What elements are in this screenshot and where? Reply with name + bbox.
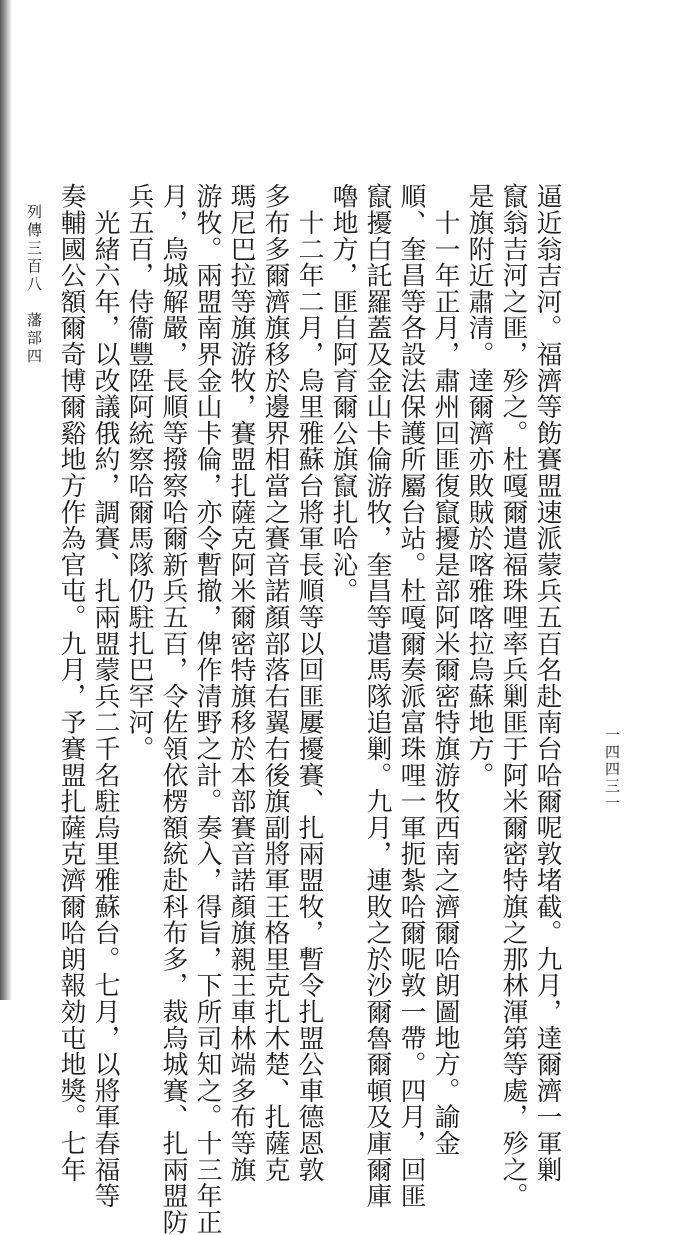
text-column-1: 逼近翁吉河。福濟等飭賽盟速派蒙兵五百名赴南台哈爾呢敦堵截。九月，達爾濟一軍剿	[532, 183, 562, 1183]
text-column-4: 十一年正月，肅州回匪復竄擾是部阿米爾密特旗游牧西南之濟爾哈朗圖地方。諭金	[430, 183, 460, 1157]
text-column-10: 瑪尼巴拉等旗游牧，賽盟扎薩克阿米爾密特旗移於本部賽音諾顏旗親王車林端多布等旗	[226, 183, 256, 1183]
page-number: 一四四三一	[603, 727, 621, 812]
text-column-2: 竄翁吉河之匪，殄之。杜嘎爾遣福珠哩率兵剿匪于阿米爾密特旗之那林渾第等處，殄之。	[498, 183, 528, 1209]
text-column-12: 月，烏城解嚴，長順等撥察哈爾新兵五百，令佐領依楞額統赴科布多，裁烏城賽、扎兩盟防	[158, 183, 188, 1235]
text-column-7: 嚕地方，匪自阿育爾公旗竄扎哈沁。	[328, 183, 358, 604]
running-header: 列傳三百八 藩部四	[25, 204, 43, 366]
text-column-15: 奏輔國公額爾奇博爾谿地方作為官屯。九月，予賽盟扎薩克濟爾哈朗報効屯地獎。七年	[56, 183, 86, 1183]
text-column-6: 竄擾白託羅蓋及金山卡倫游牧，奎昌等遣馬隊追剿。九月，連敗之於沙爾魯爾頓及庫爾庫	[362, 183, 392, 1209]
text-column-9: 多布多爾濟旗移於邊界相當之賽音諾顏部落右翼右後旗副將軍王格里克扎木楚、扎薩克	[260, 183, 290, 1183]
page-binding-shadow	[0, 0, 12, 1000]
text-column-3: 是旗附近肅清。達爾濟亦敗賊於喀雅喀拉烏蘇地方。	[464, 183, 494, 788]
text-column-11: 游牧。兩盟南界金山卡倫，亦令暫撤，俾作清野之計。奏入，得旨，下所司知之。十三年正	[192, 183, 222, 1235]
text-column-8: 十二年二月，烏里雅蘇台將軍長順等以回匪屢擾賽、扎兩盟牧，暫令扎盟公車德恩敦	[294, 183, 324, 1183]
text-column-14: 光緒六年，以改議俄約，調賽、扎兩盟蒙兵二千名駐烏里雅蘇台。七月，以將軍春福等	[90, 183, 120, 1209]
text-column-13: 兵五百，侍衞豐陞阿統察哈爾馬隊仍駐扎巴罕河。	[124, 183, 154, 762]
text-column-5: 順、奎昌等各設法保護所屬台站。杜嘎爾奏派富珠哩一軍扼紮哈爾呢敦一帶。四月，回匪	[396, 183, 426, 1209]
